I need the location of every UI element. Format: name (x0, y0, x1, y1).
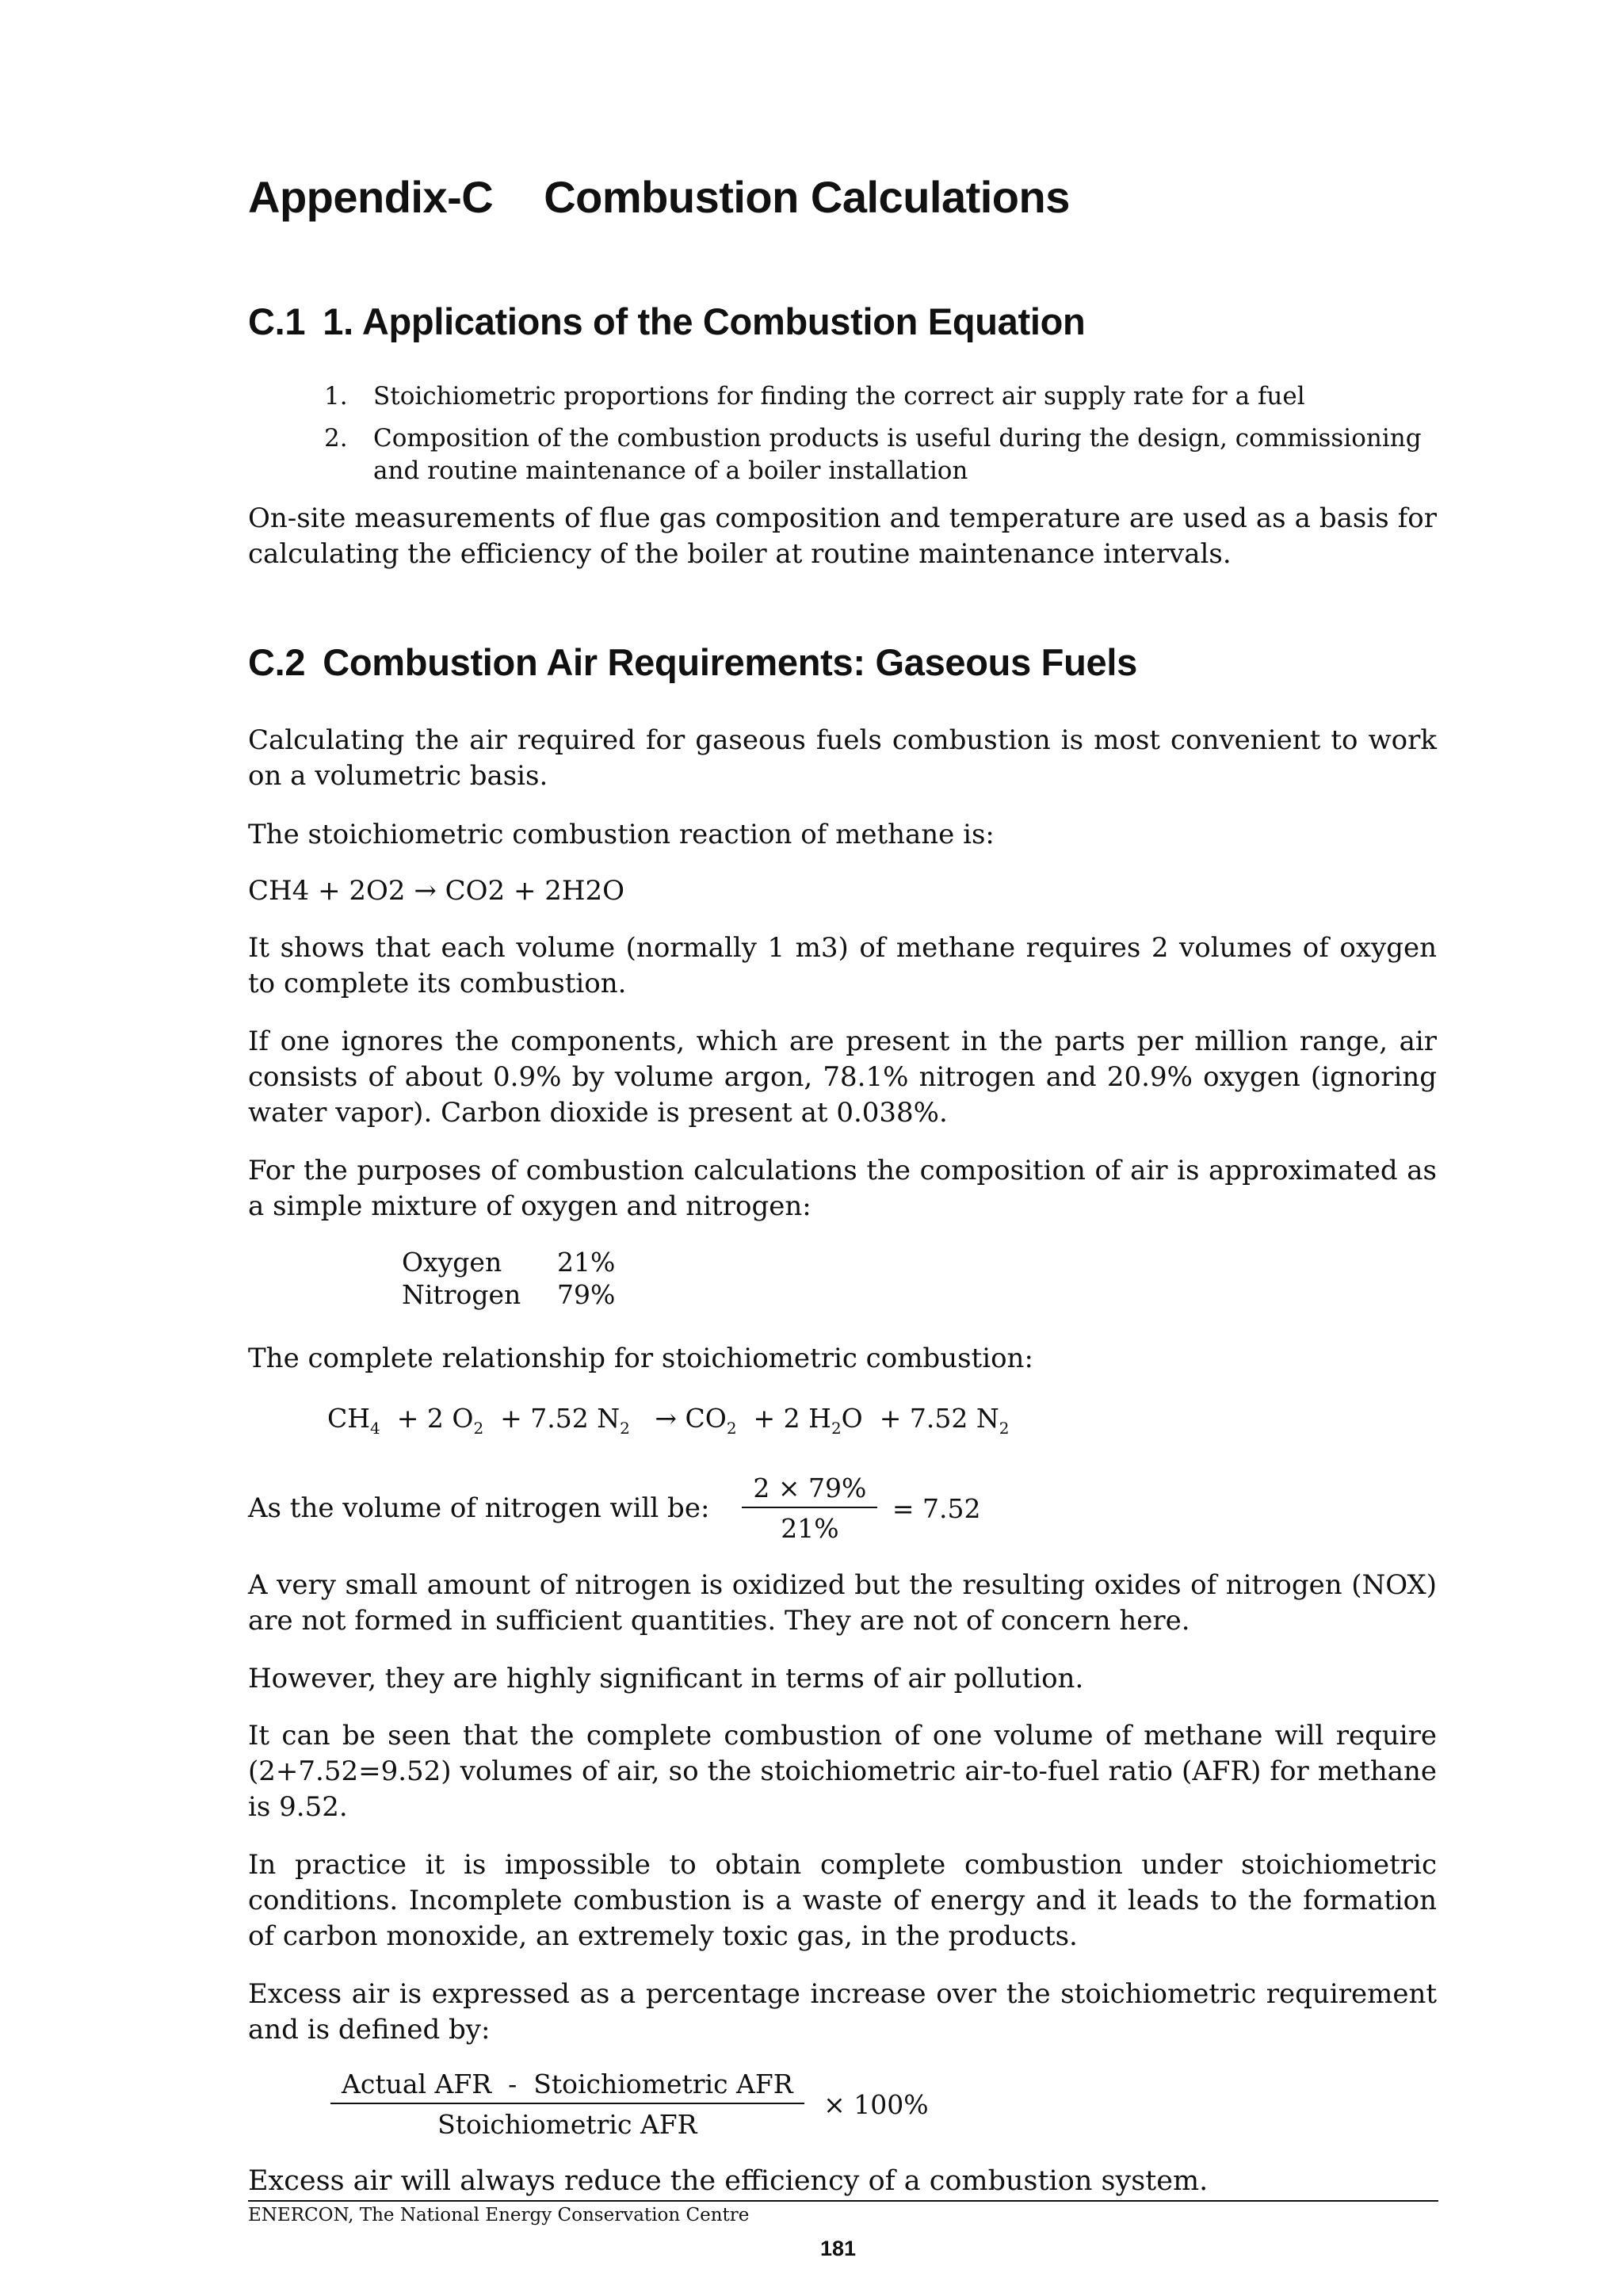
gas-percent: 79% (557, 1279, 616, 1310)
appendix-title (248, 171, 1070, 223)
gas-name: Nitrogen (402, 1279, 521, 1310)
nitrogen-label: As the volume of nitrogen will be: (248, 1492, 710, 1524)
paragraph-complete-relationship: The complete relationship for stoichiometric combustion: (248, 1343, 1033, 1374)
paragraph-approximation: For the purposes of combustion calculations the composition of air is approximated as a simple mixture of oxygen and nitrogen: (248, 1155, 1437, 1222)
list-item (324, 380, 1434, 413)
table-row (402, 1278, 615, 1311)
list-item (324, 422, 1434, 487)
nitrogen-fraction (742, 1473, 877, 1544)
appendix-heading: Combustion Calculations (544, 172, 1070, 222)
paragraph-reaction-intro: The stoichiometric combustion reaction of methane is: (248, 819, 995, 850)
reaction-equation-text: CH4 + 2O2 → CO2 + 2H2O (248, 875, 625, 907)
fraction-denominator: 21% (781, 1513, 839, 1544)
eq-term: CH (327, 1403, 371, 1434)
eq-subscript: 2 (726, 1419, 737, 1438)
combustion-equation (327, 1403, 1009, 1438)
list-item-text: Stoichiometric proportions for finding the correct air supply rate for a fuel (373, 382, 1305, 411)
fraction-denominator: Stoichiometric AFR (437, 2109, 697, 2140)
paragraph-air-composition: If one ignores the components, which are present in the parts per million range, air consists of about 0.9% by volume argon, 78.1% nitrogen and 20.9% oxygen (ignoring water vapor). Carbon dioxide is present at 0.038%. (248, 1026, 1437, 1129)
paragraph-pollution: However, they are highly significant in terms of air pollution. (248, 1663, 1084, 1694)
section-number: C.2 (248, 641, 306, 683)
paragraph-onsite: On-site measurements of flue gas composition and temperature are used as a basis for calculating the efficiency of the boiler at routine maintenance intervals. (248, 502, 1437, 570)
air-composition-table (402, 1246, 615, 1311)
excess-air-formula (330, 2069, 929, 2140)
section-number: C.1 (248, 300, 306, 342)
eq-term: + 7.52 N (500, 1403, 621, 1434)
footer-divider (248, 2200, 1438, 2202)
fraction-numerator: 2 × 79% (742, 1473, 877, 1508)
eq-subscript: 2 (473, 1419, 484, 1438)
eq-term: + 2 O (396, 1403, 474, 1434)
eq-subscript: 2 (620, 1419, 630, 1438)
eq-term: O (841, 1403, 863, 1434)
eq-term: + 2 H (753, 1403, 831, 1434)
paragraph-nox: A very small amount of nitrogen is oxidized but the resulting oxides of nitrogen (NOX) are not formed in sufficient quantities. They are not of concern here. (248, 1569, 1437, 1637)
paragraph-volume: It shows that each volume (normally 1 m3) of methane requires 2 volumes of oxygen to complete its combustion. (248, 932, 1437, 999)
section-title: 1. Applications of the Combustion Equation (323, 300, 1086, 342)
list-item-text: Composition of the combustion products is useful during the design, commissioning and routine maintenance of a boiler installation (373, 424, 1422, 485)
paragraph-afr: It can be seen that the complete combustion of one volume of methane will require (2+7.52=9.52) volumes of air, so the stoichiometric air-to-fuel ratio (AFR) for methane is 9.52. (248, 1720, 1437, 1823)
appendix-label: Appendix-C (248, 172, 494, 222)
excess-air-fraction (330, 2069, 804, 2140)
paragraph-volumetric: Calculating the air required for gaseous fuels combustion is most convenient to work on a volumetric basis. (248, 724, 1437, 792)
section-title: Combustion Air Requirements: Gaseous Fuels (323, 641, 1137, 683)
footer-organization: ENERCON, The National Energy Conservation Centre (248, 2205, 750, 2225)
applications-list (324, 380, 1434, 497)
nitrogen-result: = 7.52 (892, 1492, 981, 1524)
page-number: 181 (820, 2237, 857, 2260)
eq-term: → CO (655, 1403, 727, 1434)
eq-subscript: 4 (370, 1419, 380, 1438)
nitrogen-volume-formula (248, 1473, 981, 1544)
table-row (402, 1246, 615, 1278)
excess-air-multiplier: × 100% (823, 2088, 929, 2120)
gas-name: Oxygen (402, 1247, 502, 1278)
list-item-number: 2. (324, 424, 348, 453)
paragraph-efficiency: Excess air will always reduce the efficiency of a combustion system. (248, 2165, 1209, 2197)
section-c2-heading (248, 640, 1137, 684)
section-c1-heading (248, 300, 1085, 343)
gas-percent: 21% (557, 1247, 616, 1278)
eq-subscript: 2 (831, 1419, 842, 1438)
eq-term: + 7.52 N (879, 1403, 999, 1434)
paragraph-excess-air: Excess air is expressed as a percentage increase over the stoichiometric requirement and is defined by: (248, 1978, 1437, 2046)
eq-subscript: 2 (999, 1419, 1010, 1438)
paragraph-incomplete: In practice it is impossible to obtain complete combustion under stoichiometric conditions. Incomplete combustion is a waste of energy and it leads to the formation of carbon monoxide, an extremely toxic gas, in the products. (248, 1849, 1437, 1952)
list-item-number: 1. (324, 382, 348, 411)
fraction-numerator: Actual AFR - Stoichiometric AFR (330, 2069, 804, 2104)
